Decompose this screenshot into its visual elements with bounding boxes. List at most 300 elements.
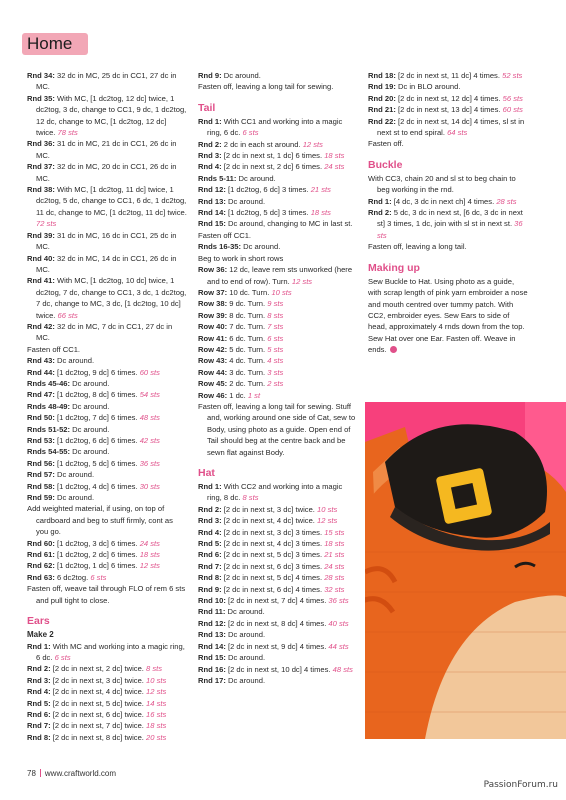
row-text: Dc around.: [225, 607, 265, 617]
pattern-row: [198, 595, 356, 606]
row-label: Rnd 60:: [27, 538, 55, 548]
pattern-row: [198, 527, 356, 538]
stitch-count: 18 sts: [322, 151, 345, 161]
row-label: Row 44:: [198, 367, 228, 377]
row-label: Rnd 37:: [27, 162, 55, 172]
pattern-row: [27, 435, 187, 446]
row-label: Rnd 12:: [198, 185, 226, 195]
pattern-row: [27, 560, 187, 571]
row-text: [1 dc2tog, 2 dc] 6 times.: [54, 550, 138, 560]
row-label: Row 36:: [198, 265, 228, 275]
website-link[interactable]: www.craftworld.com: [44, 769, 117, 778]
pattern-row: [198, 401, 356, 458]
row-text: 12 dc, leave rem sts unworked (here and to end of row). Turn.: [207, 265, 353, 286]
pattern-row: [368, 173, 528, 196]
row-text: 6 dc. Turn.: [227, 333, 266, 343]
row-label: Rnd 40:: [27, 253, 55, 263]
row-label: Rnds 48-49:: [27, 401, 71, 411]
pattern-row: [27, 446, 187, 457]
pattern-row: [27, 549, 187, 560]
section-title: Home: [27, 34, 73, 53]
row-text: 10 dc. Turn.: [227, 287, 270, 297]
row-label: Rnd 43:: [27, 356, 55, 366]
pattern-row: [198, 196, 356, 207]
row-label: Rnd 62:: [27, 561, 55, 571]
pattern-row: [198, 515, 356, 526]
pattern-row: [198, 310, 356, 321]
row-text: 1 dc.: [227, 390, 246, 400]
row-label: Rnd 6:: [198, 550, 222, 560]
stitch-count: 18 sts: [143, 721, 167, 731]
pattern-row: [27, 321, 187, 344]
page-number: 78: [27, 769, 36, 778]
row-label: Rnds 54-55:: [27, 447, 71, 457]
stitch-count: 7 sts: [265, 322, 284, 332]
pattern-row: [27, 424, 187, 435]
stitch-count: 1 st: [245, 390, 261, 400]
pattern-row: [368, 116, 528, 139]
watermark: PassionForum.ru: [483, 780, 558, 790]
row-label: Rnd 36:: [27, 139, 55, 149]
row-label: Rnd 4:: [27, 687, 51, 697]
row-label: Row 37:: [198, 287, 228, 297]
row-label: Rnd 2:: [198, 139, 222, 149]
stitch-count: 10 sts: [143, 675, 167, 685]
row-text: Dc around.: [70, 378, 110, 388]
tail-pattern-rows: [198, 116, 356, 458]
row-text: [2 dc in next st, 6 dc] 3 times.: [221, 561, 323, 571]
row-text: 2 dc in each st around.: [221, 139, 301, 149]
buckle-pattern-rows: [368, 173, 528, 253]
row-label: Rnds 51-52:: [27, 424, 71, 434]
buckle-heading: Buckle: [368, 158, 403, 171]
row-text: [2 dc in next st, 4 dc] twice.: [221, 516, 315, 526]
pattern-row: [198, 241, 356, 252]
ears-continued-rows: [198, 70, 356, 93]
pattern-row: [27, 355, 187, 366]
pattern-row: [27, 732, 187, 743]
row-label: Rnd 7:: [27, 721, 51, 731]
row-text: [2 dc in next st, 4 dc] twice.: [50, 687, 144, 697]
ears-subheading: Make 2: [27, 630, 54, 640]
stitch-count: 24 sts: [322, 561, 345, 571]
pattern-row: [198, 287, 356, 298]
row-label: Row 41:: [198, 333, 228, 343]
row-label: Rnd 17:: [198, 675, 226, 685]
stitch-count: 12 sts: [137, 561, 160, 571]
hat-pattern-rows: [198, 481, 356, 686]
row-text: 31 dc in MC, 16 dc in CC1, 25 dc in MC.: [36, 230, 177, 252]
row-text: 5 dc. Turn.: [227, 344, 266, 354]
row-label: Rnd 47:: [27, 390, 55, 400]
row-text: [2 dc in next st, 11 dc] 4 times.: [395, 71, 500, 80]
row-text: Fasten off CC1.: [27, 344, 81, 354]
body-pattern-rows: [27, 70, 187, 606]
pattern-row: [368, 93, 528, 104]
row-text: Dc around.: [225, 653, 266, 663]
pattern-row: [198, 606, 356, 617]
row-text: Dc around.: [54, 493, 95, 503]
pattern-row: [27, 458, 187, 469]
column-3: [368, 70, 528, 356]
row-text: [2 dc in next st, 2 dc] 6 times.: [221, 162, 323, 172]
row-text: [2 dc in next st, 3 dc] 3 times.: [221, 527, 323, 537]
row-label: Rnd 8:: [198, 573, 222, 583]
stitch-count: 21 sts: [308, 185, 331, 195]
stitch-count: 44 sts: [326, 641, 349, 651]
row-label: Rnd 10:: [198, 596, 226, 606]
pattern-row: [27, 378, 187, 389]
row-label: Rnd 39:: [27, 230, 55, 240]
end-mark-icon: [390, 346, 397, 353]
pattern-row: [198, 378, 356, 389]
row-text: [2 dc in next st, 3 dc] twice.: [50, 675, 144, 685]
row-label: Rnd 1:: [27, 641, 51, 651]
tail-heading: Tail: [198, 101, 216, 114]
pattern-row: [198, 572, 356, 583]
row-text: 9 dc. Turn.: [227, 299, 266, 309]
row-label: Rnd 15:: [198, 653, 226, 663]
row-text: [2 dc in next st, 5 dc] 3 times.: [221, 550, 323, 560]
row-text: Dc around.: [70, 447, 110, 457]
stitch-count: 6 sts: [240, 128, 259, 138]
row-text: 2 dc. Turn.: [227, 379, 266, 389]
row-text: [1 dc2tog, 5 dc] 6 times.: [54, 458, 138, 468]
stitch-count: 12 sts: [300, 139, 323, 149]
row-text: Add weighted material, if using, on top of cardboard and beg to stuff firmly, cont as you go.: [27, 504, 173, 537]
pattern-row: [198, 150, 356, 161]
section-tab: [22, 33, 88, 55]
row-text: [2 dc in next st, 6 dc] twice.: [50, 709, 144, 719]
stitch-count: 14 sts: [143, 698, 167, 708]
pattern-row: [198, 664, 356, 675]
stitch-count: 66 sts: [55, 310, 78, 320]
row-text: 5 dc, 3 dc in next st, [6 dc, 3 dc in next st] 3 times, 1 dc, join with sl st in next st.: [377, 208, 523, 229]
stitch-count: 48 sts: [330, 664, 353, 674]
pattern-row: [27, 709, 187, 720]
row-label: Rnd 1:: [368, 196, 392, 206]
stitch-count: 28 sts: [322, 573, 345, 583]
pattern-row: [27, 686, 187, 697]
row-label: Rnd 4:: [198, 162, 222, 172]
row-label: Row 45:: [198, 379, 228, 389]
pattern-row: [27, 538, 187, 549]
row-label: Rnd 22:: [368, 116, 396, 126]
row-text: Dc in BLO around.: [395, 82, 461, 92]
pattern-row: [27, 641, 187, 664]
row-label: Rnd 38:: [27, 185, 55, 195]
stitch-count: 60 sts: [137, 367, 160, 377]
stitch-count: 78 sts: [55, 128, 78, 138]
stitch-count: 18 sts: [137, 550, 160, 560]
row-label: Rnd 15:: [198, 219, 226, 229]
stitch-count: 36 sts: [326, 596, 349, 606]
pattern-row: [198, 207, 356, 218]
row-text: [1 dc2tog, 6 dc] 6 times.: [54, 436, 138, 445]
row-text: Dc around.: [225, 630, 266, 640]
pattern-row: [27, 583, 187, 606]
row-label: Rnd 4:: [198, 527, 222, 537]
ears-heading: Ears: [27, 615, 50, 628]
row-text: With MC, [1 dc2tog, 12 dc] twice, 1 dc2tog, 3 dc, change to CC1, 9 dc, 1 dc2tog, 12 dc, change to MC, [1 dc2tog, 12 dc] twice.: [36, 93, 187, 138]
row-label: Rnd 2:: [198, 504, 222, 514]
stitch-count: 12 sts: [143, 687, 167, 697]
row-label: Rnd 1:: [198, 116, 222, 126]
row-text: Dc around.: [225, 675, 266, 685]
stitch-count: 18 sts: [308, 208, 331, 218]
row-text: [2 dc in next st, 2 dc] twice.: [50, 664, 144, 674]
row-text: [2 dc in next st, 8 dc] twice.: [50, 732, 144, 742]
pattern-row: [198, 161, 356, 172]
pattern-row: [198, 298, 356, 309]
row-text: 6 dc2tog.: [54, 572, 89, 582]
row-label: Rnd 63:: [27, 572, 55, 582]
row-label: Rnds 16-35:: [198, 242, 242, 252]
pattern-row: [368, 70, 528, 81]
pattern-row: [198, 390, 356, 401]
row-text: 8 dc. Turn.: [227, 310, 266, 320]
pattern-row: [27, 469, 187, 480]
stitch-count: 4 sts: [265, 356, 284, 366]
stitch-count: 40 sts: [326, 618, 349, 628]
pattern-row: [27, 344, 187, 355]
ears-pattern-rows: [27, 641, 187, 744]
row-text: 32 dc in MC, 20 dc in CC1, 26 dc in MC.: [36, 162, 177, 183]
pattern-row: [198, 230, 356, 241]
row-label: Rnd 2:: [27, 664, 51, 674]
row-label: Rnd 50:: [27, 413, 55, 423]
pattern-row: [198, 561, 356, 572]
crochet-cat-illustration: [365, 402, 566, 739]
row-text: [1 dc2tog, 3 dc] 6 times.: [54, 538, 138, 548]
row-text: With MC, [1 dc2tog, 11 dc] twice, 1 dc2tog, 5 dc, change to CC1, 6 dc, 1 dc2tog, 11 dc, change to MC, [1 dc2tog, 11 dc] twice.: [36, 185, 187, 217]
row-label: Rnd 5:: [198, 539, 222, 549]
row-label: Row 42:: [198, 344, 228, 354]
row-text: Dc around, changing to MC in last st.: [225, 219, 353, 229]
row-text: 32 dc in MC, 14 dc in CC1, 26 dc in MC.: [36, 253, 177, 274]
footer-separator: [40, 769, 41, 777]
pattern-row: [198, 253, 356, 264]
row-label: Rnd 57:: [27, 470, 55, 480]
row-text: Dc around.: [54, 356, 95, 366]
stitch-count: 6 sts: [88, 572, 107, 582]
pattern-row: [198, 321, 356, 332]
stitch-count: 24 sts: [322, 162, 345, 172]
pattern-row: [198, 139, 356, 150]
stitch-count: 8 sts: [240, 493, 259, 503]
pattern-row: [27, 401, 187, 412]
pattern-row: [198, 355, 356, 366]
stitch-count: 6 sts: [265, 333, 284, 343]
row-text: [2 dc in next st, 8 dc] 4 times.: [225, 618, 327, 628]
pattern-row: [27, 230, 187, 253]
row-label: Rnd 9:: [198, 584, 222, 594]
row-text: [2 dc in next st, 5 dc] 4 times.: [221, 573, 323, 583]
pattern-row: [27, 161, 187, 184]
row-text: [2 dc in next st, 12 dc] 4 times.: [395, 93, 501, 103]
row-label: Rnd 6:: [27, 709, 51, 719]
row-text: [1 dc2tog, 1 dc] 6 times.: [54, 561, 138, 571]
stitch-count: 36 sts: [137, 458, 160, 468]
row-text: [1 dc2tog, 6 dc] 3 times.: [225, 185, 309, 195]
pattern-row: [198, 116, 356, 139]
row-label: Rnd 20:: [368, 93, 396, 103]
row-text: With CC1 and working into a magic ring, 6 dc.: [207, 116, 343, 138]
stitch-count: 64 sts: [444, 128, 468, 138]
row-label: Row 43:: [198, 356, 228, 366]
row-label: Rnd 8:: [27, 732, 51, 742]
pattern-row: [198, 218, 356, 229]
stitch-count: 10 sts: [314, 504, 338, 514]
row-text: [2 dc in next st, 3 dc] twice.: [221, 504, 315, 514]
pattern-row: [368, 196, 528, 207]
row-text: [2 dc in next st, 1 dc] 6 times.: [221, 151, 323, 161]
column-1: [27, 70, 187, 743]
row-label: Rnd 21:: [368, 105, 396, 115]
row-label: Rnd 35:: [27, 93, 55, 103]
pattern-row: [27, 481, 187, 492]
row-label: Rnd 13:: [198, 196, 226, 206]
pattern-row: [27, 367, 187, 378]
pattern-row: [198, 549, 356, 560]
stitch-count: 21 sts: [322, 550, 345, 560]
pattern-row: [198, 641, 356, 652]
pattern-row: [198, 652, 356, 663]
making-up-text: Sew Buckle to Hat. Using photo as a guide, with scrap length of pink yarn embroider a nose and mouth centred over tummy patch. With CC2, embroider eyes. Sew Ears to side of head, approximately 4 rnds down from the top. Sew Hat over one Ear. Fasten off. Weave in ends.: [368, 276, 528, 355]
pattern-row: [198, 675, 356, 686]
page-footer: [27, 769, 116, 778]
pattern-row: [27, 492, 187, 503]
row-label: Rnd 18:: [368, 71, 396, 80]
row-label: Rnd 61:: [27, 550, 55, 560]
row-label: Rnd 44:: [27, 367, 55, 377]
row-text: [2 dc in next st, 14 dc] 4 times, sl st in next st to end spiral.: [377, 116, 525, 138]
row-text: [2 dc in next st, 10 dc] 4 times.: [225, 664, 331, 674]
stitch-count: 36 sts: [377, 219, 523, 240]
pattern-row: [198, 70, 356, 81]
stitch-count: 12 sts: [289, 276, 313, 286]
stitch-count: 8 sts: [265, 310, 284, 320]
pattern-row: [198, 481, 356, 504]
stitch-count: 32 sts: [322, 584, 345, 594]
stitch-count: 18 sts: [322, 539, 345, 549]
stitch-count: 9 sts: [265, 299, 284, 309]
pattern-row: [27, 572, 187, 583]
row-label: Rnd 16:: [198, 664, 226, 674]
pattern-row: [27, 138, 187, 161]
row-text: Dc around.: [54, 470, 95, 480]
row-text: Fasten off, leaving a long tail for sewing. Stuff and, working around one side of Cat, sew to Body, using photo as a guide. Open end of Tail should beg at the centre back and be sewn flat against Body.: [198, 401, 356, 457]
row-text: 7 dc. Turn.: [227, 322, 266, 332]
row-text: [2 dc in next st, 9 dc] 4 times.: [225, 641, 327, 651]
pattern-row: [198, 184, 356, 195]
stitch-count: 24 sts: [137, 538, 160, 548]
pattern-row: [27, 70, 187, 93]
row-text: [2 dc in next st, 5 dc] twice.: [50, 698, 144, 708]
stitch-count: 20 sts: [143, 732, 167, 742]
row-label: Rnd 34:: [27, 71, 55, 80]
pattern-row: [198, 333, 356, 344]
row-text: [4 dc, 3 dc in next ch] 4 times.: [391, 196, 495, 206]
row-label: Rnd 13:: [198, 630, 226, 640]
pattern-row: [368, 138, 528, 149]
row-text: Beg to work in short rows: [198, 253, 284, 263]
row-label: Rnd 2:: [368, 208, 392, 218]
pattern-row: [27, 503, 187, 537]
pattern-row: [27, 675, 187, 686]
row-label: Rnd 5:: [27, 698, 51, 708]
row-text: [1 dc2tog, 8 dc] 6 times.: [54, 390, 138, 400]
row-label: Row 38:: [198, 299, 228, 309]
pattern-row: [368, 104, 528, 115]
row-label: Rnd 56:: [27, 458, 55, 468]
row-text: [2 dc in next st, 7 dc] 4 times.: [225, 596, 327, 606]
pattern-row: [27, 720, 187, 731]
pattern-row: [198, 584, 356, 595]
row-text: 3 dc. Turn.: [227, 367, 266, 377]
row-label: Rnd 14:: [198, 208, 226, 218]
row-text: [2 dc in next st, 6 dc] 4 times.: [221, 584, 323, 594]
stitch-count: 8 sts: [143, 664, 163, 674]
row-label: Row 46:: [198, 390, 228, 400]
row-label: Row 39:: [198, 310, 228, 320]
pattern-row: [368, 81, 528, 92]
row-text: [2 dc in next st, 13 dc] 4 times.: [395, 105, 501, 115]
row-label: Rnd 14:: [198, 641, 226, 651]
pattern-row: [27, 698, 187, 709]
row-text: Fasten off.: [368, 139, 404, 149]
cat-photo: [365, 402, 566, 739]
row-text: With MC and working into a magic ring, 6 dc.: [36, 641, 185, 662]
row-text: Dc around.: [225, 196, 266, 206]
pattern-row: [27, 184, 187, 230]
pattern-row: [198, 344, 356, 355]
row-text: Fasten off, leaving a long tail for sewing.: [198, 82, 334, 92]
pattern-row: [198, 264, 356, 287]
stitch-count: 54 sts: [137, 390, 160, 400]
row-label: Rnd 53:: [27, 436, 55, 445]
stitch-count: 6 sts: [52, 652, 71, 662]
stitch-count: 48 sts: [137, 413, 160, 423]
row-label: Rnd 1:: [198, 482, 222, 491]
row-label: Rnd 12:: [198, 618, 226, 628]
stitch-count: 30 sts: [137, 481, 160, 491]
pattern-row: [368, 207, 528, 241]
pattern-row: [27, 275, 187, 321]
pattern-row: [27, 93, 187, 139]
row-text: Fasten off CC1.: [198, 230, 252, 240]
row-text: [1 dc2tog, 5 dc] 3 times.: [225, 208, 309, 218]
stitch-count: 3 sts: [265, 367, 284, 377]
stitch-count: 2 sts: [265, 379, 284, 389]
making-up-heading: Making up: [368, 261, 420, 274]
hat-continued-rows: [368, 70, 528, 150]
row-text: Dc around.: [241, 242, 281, 252]
row-text: Fasten off, leaving a long tail.: [368, 242, 467, 252]
row-label: Rnd 9:: [198, 71, 222, 80]
pattern-row: [27, 412, 187, 423]
row-text: Fasten off, weave tail through FLO of rem 6 sts and pull tight to close.: [27, 584, 186, 605]
row-label: Rnd 3:: [198, 151, 222, 161]
row-text: 32 dc in MC, 25 dc in CC1, 27 dc in MC.: [36, 71, 177, 92]
stitch-count: 60 sts: [500, 105, 523, 115]
row-label: Rnd 3:: [27, 675, 51, 685]
stitch-count: 16 sts: [143, 709, 167, 719]
pattern-row: [27, 663, 187, 674]
pattern-row: [198, 173, 356, 184]
pattern-row: [368, 241, 528, 252]
row-text: Dc around.: [236, 173, 276, 183]
